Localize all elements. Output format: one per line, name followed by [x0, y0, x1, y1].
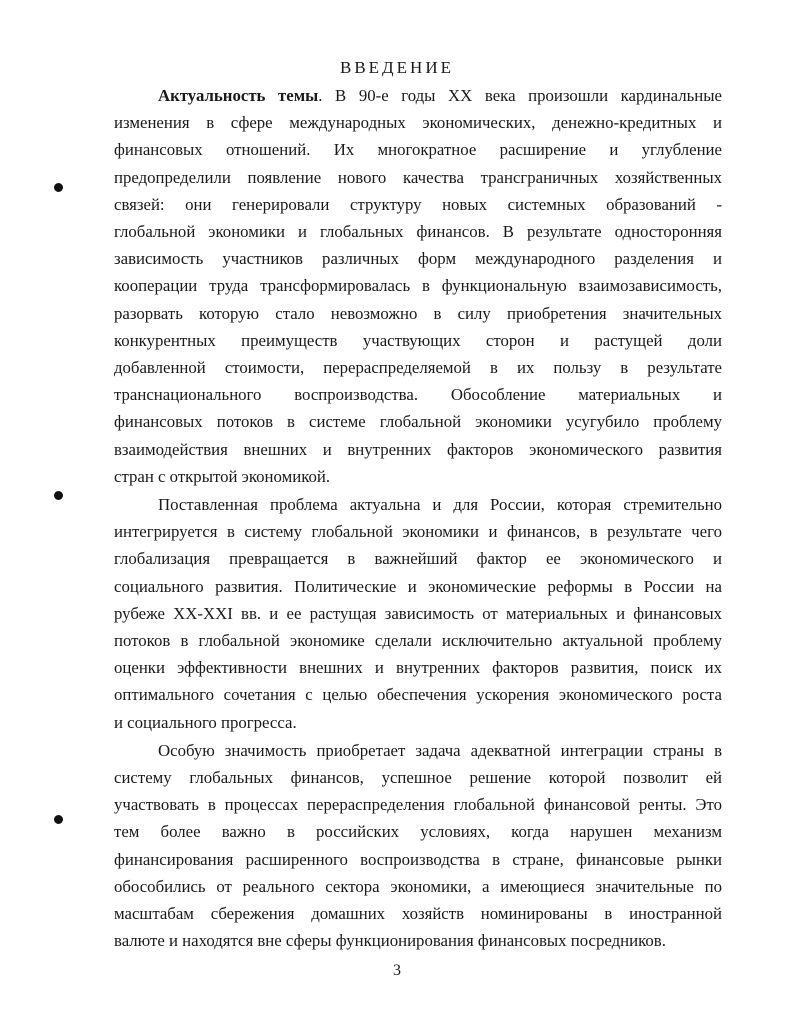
paragraph-1-line: зависимость участников различных форм международного разделения и — [114, 249, 722, 269]
margin-bullet-mark — [54, 815, 63, 824]
paragraph-3-line: Особую значимость приобретает задача адекватной интеграции страны в — [158, 740, 722, 760]
paragraph-1-line: конкурентных преимуществ участвующих сторон и растущей доли — [114, 330, 722, 350]
paragraph-3-line: валюте и находятся вне сферы функционирования финансовых посредников. — [114, 931, 666, 951]
margin-bullet-mark — [54, 491, 63, 500]
body-text — [114, 82, 722, 955]
paragraph-3-line: обособились от реального сектора экономики, а имеющиеся значительные по — [114, 876, 722, 896]
paragraph-1-line: глобальной экономики и глобальных финансов. В результате односторонняя — [114, 222, 722, 242]
paragraph-2-line: социального развития. Политические и экономические реформы в России на — [114, 576, 722, 596]
paragraph-1-line: стран с открытой экономикой. — [114, 466, 331, 486]
paragraph-3-line: тем более важно в российских условиях, когда нарушен механизм — [114, 822, 722, 842]
paragraph-3-line: систему глобальных финансов, успешное решение которой позволит ей — [114, 768, 722, 788]
paragraph-1-line: предопределили появление нового качества трансграничных хозяйственных — [114, 167, 722, 187]
paragraph-3-line: участвовать в процессах перераспределения глобальной финансовой ренты. Это — [114, 795, 722, 815]
paragraph-2-line: рубеже XX-XXI вв. и ее растущая зависимость от материальных и финансовых — [114, 603, 722, 623]
paragraph-1-lead: Актуальность темы — [158, 86, 319, 105]
paragraph-2-line: и социального прогресса. — [114, 712, 297, 732]
paragraph-3-line: масштабам сбережения домашних хозяйств номинированы в иностранной — [114, 904, 722, 924]
paragraph-2-line: глобализация превращается в важнейший фактор ее экономического и — [114, 549, 722, 569]
paragraph-2-line: Поставленная проблема актуальна и для России, которая стремительно — [158, 495, 722, 515]
paragraph-1-line: добавленной стоимости, перераспределяемой в их пользу в результате — [114, 358, 722, 378]
page-number: 3 — [393, 962, 401, 979]
paragraph-3-line: финансирования расширенного воспроизводства в стране, финансовые рынки — [114, 849, 722, 869]
paragraph-1-line: связей: они генерировали структуру новых системных образований - — [114, 194, 722, 214]
paragraph-1-lead-rest: . В 90-е годы XX века произошли кардинальные — [318, 86, 722, 105]
paragraph-2-line: интегрируется в систему глобальной экономики и финансов, в результате чего — [114, 522, 722, 542]
paragraph-1-line: финансовых отношений. Их многократное расширение и углубление — [114, 140, 722, 160]
paragraph-1-line: разорвать которую стало невозможно в силу приобретения значительных — [114, 303, 722, 323]
paragraph-1-line: транснационального воспроизводства. Обособление материальных и — [114, 385, 722, 405]
paragraph-2-line: оптимального сочетания с целью обеспечения ускорения экономического роста — [114, 685, 722, 705]
paragraph-1-line: кооперации труда трансформировалась в функциональную взаимозависимость, — [114, 276, 722, 296]
paragraph-1-line: взаимодействия внешних и внутренних факторов экономического развития — [114, 439, 722, 459]
paragraph-1-line: финансовых потоков в системе глобальной экономики усугубило проблему — [114, 412, 722, 432]
paragraph-2-line: оценки эффективности внешних и внутренних факторов развития, поиск их — [114, 658, 722, 678]
paragraph-2-line: потоков в глобальной экономике сделали исключительно актуальной проблему — [114, 631, 722, 651]
section-heading: ВВЕДЕНИЕ — [340, 58, 454, 77]
paragraph-1-line-1 — [114, 82, 722, 109]
paragraph-1-line: изменения в сфере международных экономических, денежно-кредитных и — [114, 113, 722, 133]
margin-bullet-mark — [54, 183, 63, 192]
